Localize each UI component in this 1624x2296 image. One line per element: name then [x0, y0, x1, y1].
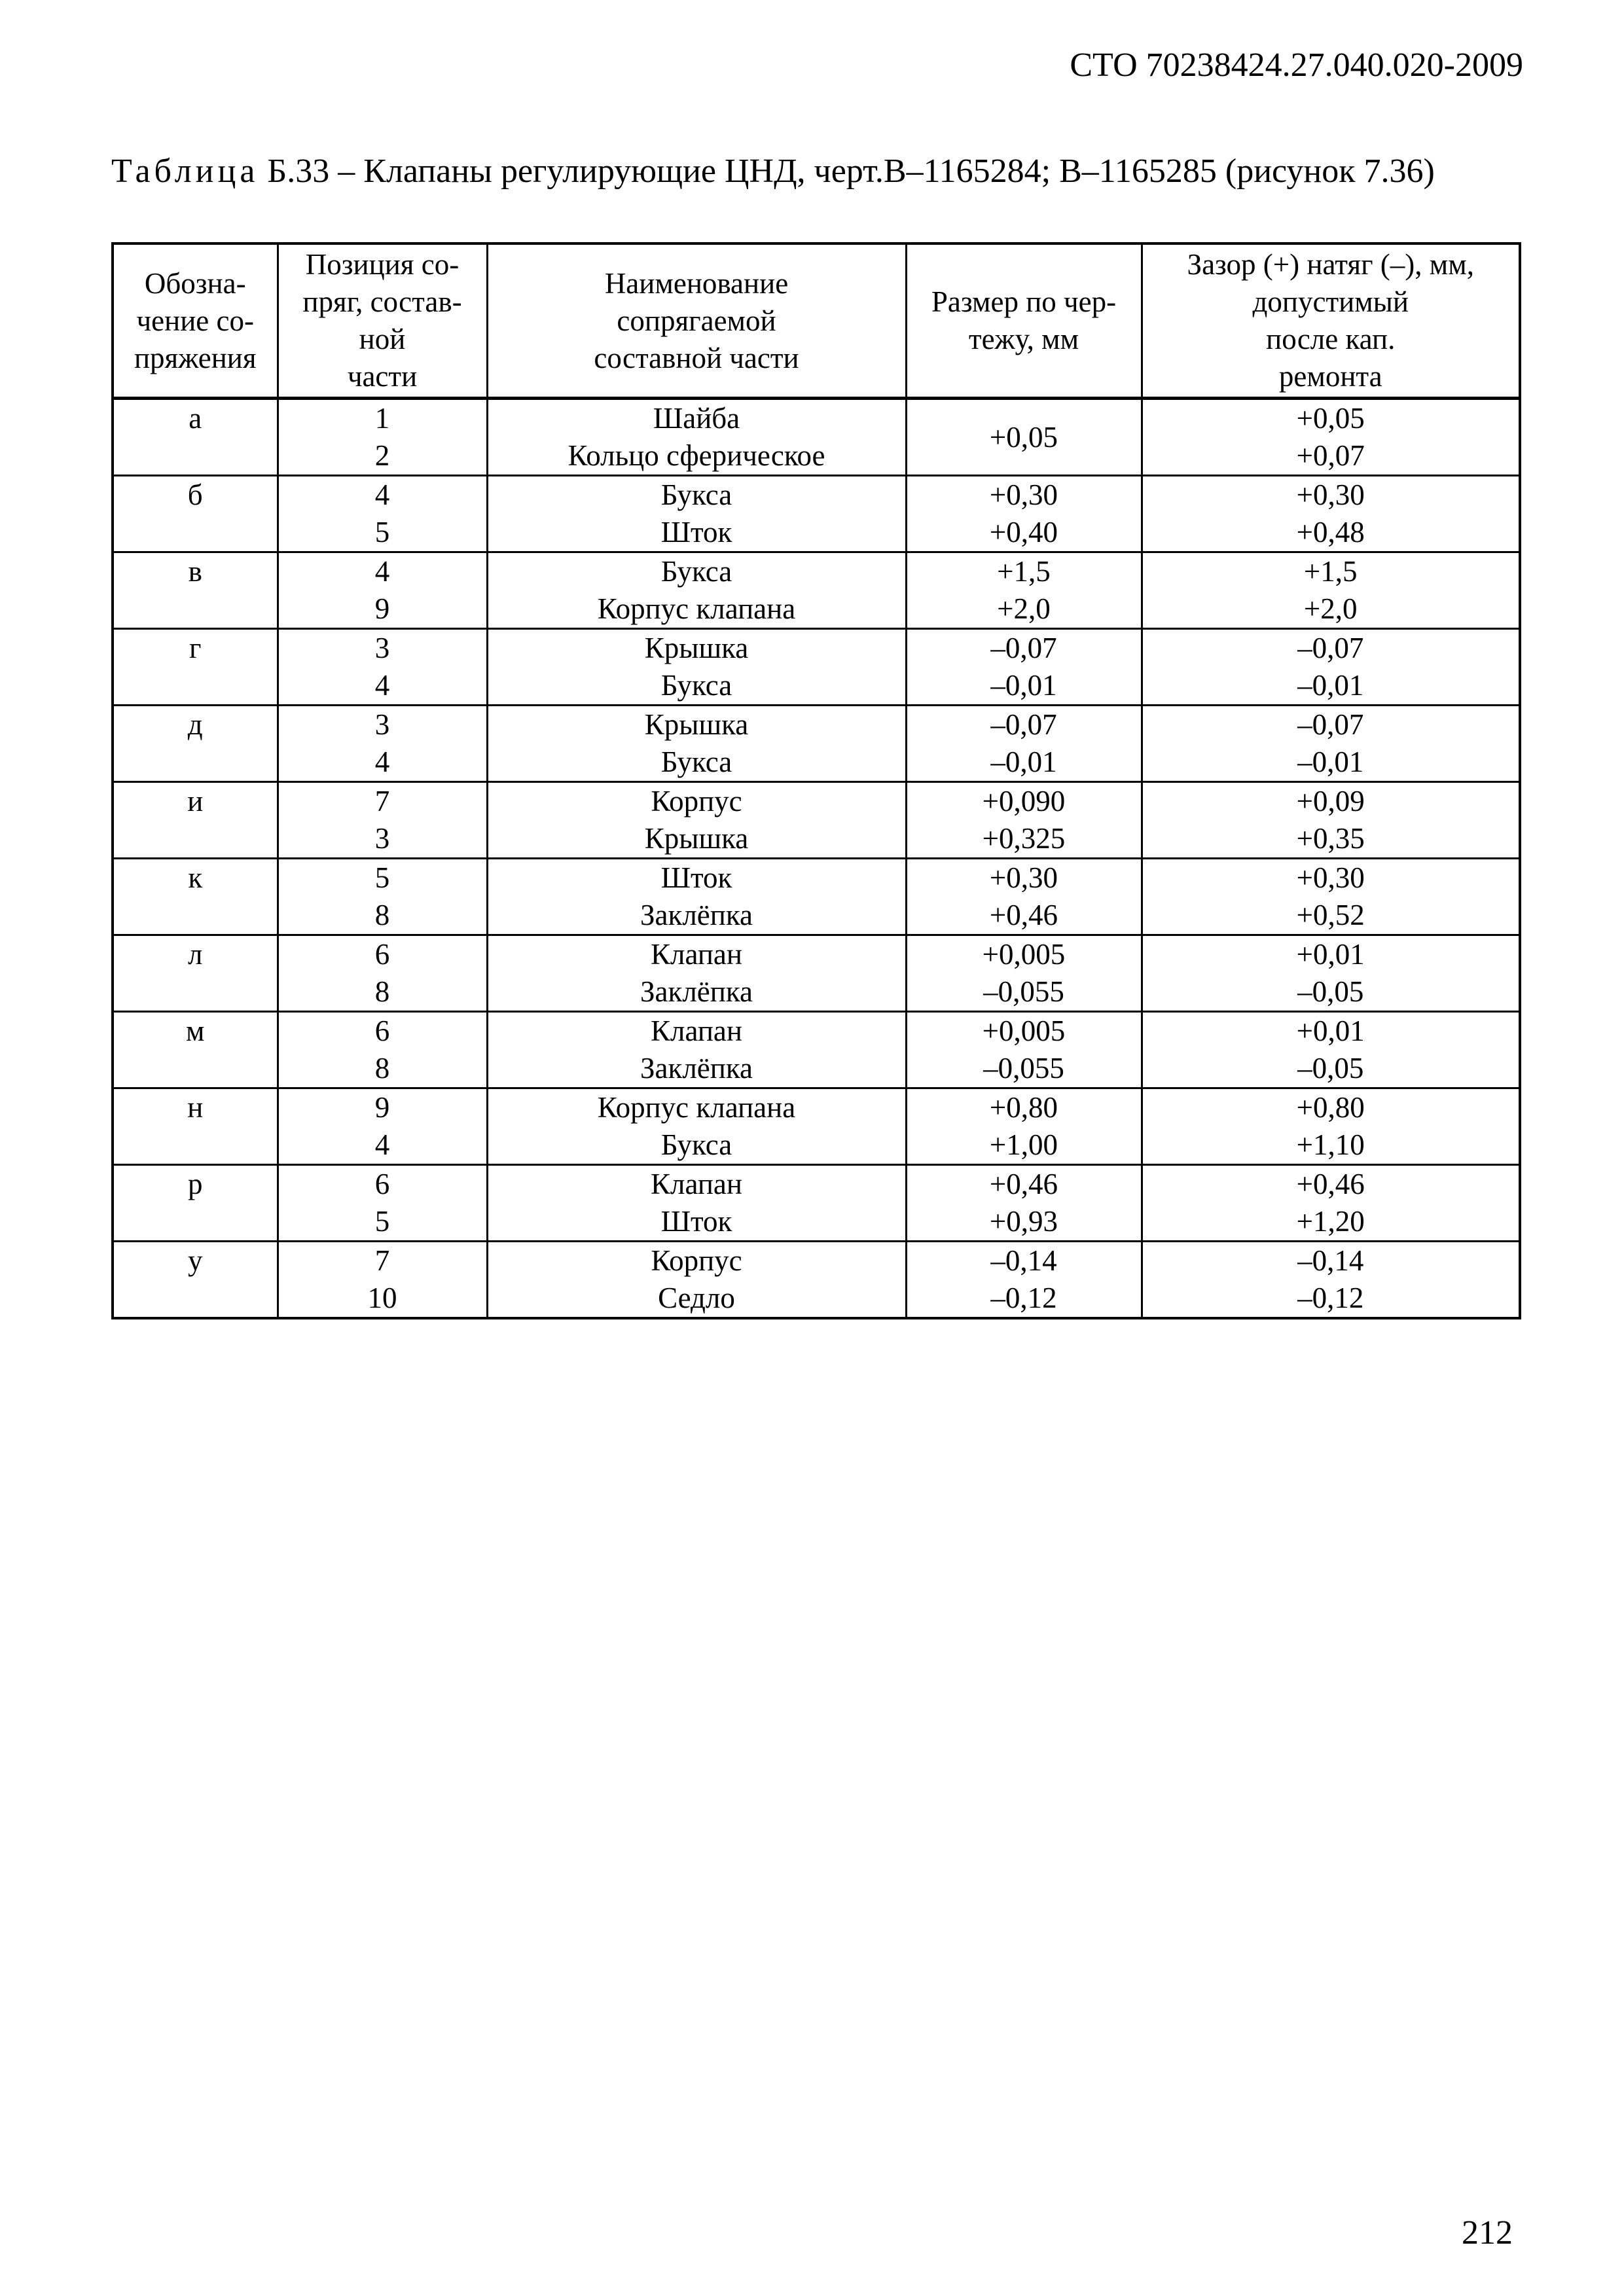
- position-cell-value: 10: [367, 1282, 397, 1314]
- clearance-cell-value: +1,5: [1303, 555, 1358, 588]
- designation-cell-value: в: [188, 555, 202, 588]
- part-name-cell: [487, 782, 906, 859]
- designation-cell-value: а: [189, 402, 202, 435]
- part-name-cell-value: Шток: [660, 516, 732, 548]
- drawing-size-cell: [906, 1242, 1142, 1319]
- drawing-size-cell-value: +0,80: [989, 1091, 1058, 1124]
- part-name-cell: [487, 1088, 906, 1165]
- position-cell-value: 8: [374, 1052, 390, 1085]
- caption-label: Таблица: [111, 152, 259, 190]
- part-name-cell: [487, 1165, 906, 1242]
- clearance-cell-value: +0,80: [1296, 1091, 1365, 1124]
- designation-cell: [113, 399, 278, 476]
- part-name-cell-value: Букса: [660, 555, 732, 588]
- position-cell-value: 3: [374, 822, 390, 855]
- designation-spacer: [118, 1126, 273, 1164]
- designation-cell: [113, 706, 278, 782]
- header-drawing-size: Размер по чер- тежу, мм: [906, 243, 1142, 399]
- drawing-size-cell-value: +1,00: [989, 1128, 1058, 1161]
- header-part-name: Наименование сопрягаемой составной части: [487, 243, 906, 399]
- part-name-cell-value: Букса: [660, 478, 732, 511]
- drawing-size-cell: [906, 935, 1142, 1012]
- designation-spacer: [118, 514, 273, 551]
- designation-cell: [113, 1242, 278, 1319]
- part-name-cell-value: Крышка: [644, 632, 749, 664]
- part-name-cell-value: Клапан: [651, 1014, 742, 1047]
- clearance-cell: [1142, 1242, 1520, 1319]
- table-row: [113, 1012, 1520, 1088]
- part-name-cell: [487, 399, 906, 476]
- table-row: [113, 552, 1520, 629]
- clearance-cell: [1142, 1012, 1520, 1088]
- drawing-size-cell-value: –0,055: [983, 1052, 1064, 1085]
- table-row: [113, 629, 1520, 706]
- clearance-cell-value: +0,46: [1296, 1168, 1365, 1200]
- clearance-cell-value: +0,07: [1296, 439, 1365, 472]
- document-code: СТО 70238424.27.040.020-2009: [1070, 46, 1523, 84]
- position-cell-value: 4: [374, 1128, 390, 1161]
- part-name-cell-value: Шток: [660, 1205, 732, 1238]
- drawing-size-cell-value: –0,07: [990, 708, 1057, 741]
- drawing-size-cell: [906, 399, 1142, 476]
- designation-spacer: [118, 1050, 273, 1087]
- designation-cell-value: б: [187, 478, 203, 511]
- clearance-cell-value: –0,05: [1297, 1052, 1364, 1085]
- part-name-cell-value: Седло: [658, 1282, 735, 1314]
- designation-spacer: [118, 437, 273, 475]
- drawing-size-cell-value: +0,005: [982, 938, 1066, 971]
- clearance-cell: [1142, 629, 1520, 706]
- clearance-cell-value: –0,01: [1297, 745, 1364, 778]
- drawing-size-cell: [906, 1012, 1142, 1088]
- clearance-cell: [1142, 476, 1520, 552]
- table-row: [113, 1165, 1520, 1242]
- designation-cell-value: м: [186, 1014, 205, 1047]
- position-cell-value: 7: [374, 785, 390, 817]
- clearance-cell: [1142, 552, 1520, 629]
- designation-cell: [113, 782, 278, 859]
- part-name-cell-value: Букса: [660, 669, 732, 702]
- page-number: 212: [1462, 2214, 1513, 2251]
- drawing-size-cell: [906, 1088, 1142, 1165]
- position-cell-value: 7: [374, 1244, 390, 1277]
- clearance-cell-value: +0,01: [1296, 938, 1365, 971]
- part-name-cell-value: Корпус клапана: [597, 592, 796, 625]
- part-name-cell-value: Букса: [660, 745, 732, 778]
- table-row: [113, 935, 1520, 1012]
- drawing-size-cell-value: +0,30: [989, 861, 1058, 894]
- clearance-cell-value: +0,30: [1296, 861, 1365, 894]
- drawing-size-cell-value: +0,05: [989, 420, 1058, 454]
- designation-spacer: [118, 1203, 273, 1240]
- drawing-size-cell-value: +0,325: [982, 822, 1066, 855]
- clearance-cell: [1142, 1088, 1520, 1165]
- position-cell-value: 9: [374, 592, 390, 625]
- clearance-cell-value: +0,48: [1296, 516, 1365, 548]
- drawing-size-cell-value: +2,0: [997, 592, 1051, 625]
- part-name-cell: [487, 1012, 906, 1088]
- clearance-cell: [1142, 399, 1520, 476]
- position-cell-value: 2: [374, 439, 390, 472]
- part-name-cell-value: Шайба: [653, 402, 740, 435]
- designation-cell: [113, 629, 278, 706]
- designation-cell: [113, 935, 278, 1012]
- clearance-cell: [1142, 1165, 1520, 1242]
- clearance-cell: [1142, 782, 1520, 859]
- drawing-size-cell-value: –0,055: [983, 975, 1064, 1008]
- clearance-cell-value: –0,07: [1297, 632, 1364, 664]
- part-name-cell-value: Букса: [660, 1128, 732, 1161]
- clearance-cell-value: +0,52: [1296, 899, 1365, 931]
- part-name-cell-value: Крышка: [644, 708, 749, 741]
- header-position: Позиция со- пряг, состав- ной части: [278, 243, 487, 399]
- table-row: [113, 706, 1520, 782]
- position-cell-value: 4: [374, 745, 390, 778]
- position-cell: [278, 935, 487, 1012]
- position-cell-value: 5: [374, 861, 390, 894]
- position-cell: [278, 1012, 487, 1088]
- designation-spacer: [118, 820, 273, 857]
- clearance-cell-value: –0,14: [1297, 1244, 1364, 1277]
- drawing-size-cell-value: +1,5: [997, 555, 1051, 588]
- clearance-cell-value: +0,30: [1296, 478, 1365, 511]
- drawing-size-cell: [906, 1165, 1142, 1242]
- position-cell: [278, 476, 487, 552]
- table-header-row: [113, 243, 1520, 399]
- clearance-cell-value: –0,12: [1297, 1282, 1364, 1314]
- part-name-cell: [487, 629, 906, 706]
- part-name-cell-value: Заклёпка: [640, 899, 753, 931]
- position-cell-value: 5: [374, 516, 390, 548]
- designation-cell: [113, 476, 278, 552]
- part-name-cell-value: Кольцо сферическое: [568, 439, 825, 472]
- position-cell-value: 3: [374, 632, 390, 664]
- part-name-cell: [487, 706, 906, 782]
- designation-spacer: [118, 897, 273, 934]
- designation-cell: [113, 1165, 278, 1242]
- position-cell-value: 6: [374, 1168, 390, 1200]
- part-name-cell-value: Заклёпка: [640, 1052, 753, 1085]
- designation-cell: [113, 859, 278, 935]
- clearance-cell-value: –0,05: [1297, 975, 1364, 1008]
- position-cell: [278, 1088, 487, 1165]
- position-cell-value: 6: [374, 1014, 390, 1047]
- clearance-cell: [1142, 706, 1520, 782]
- table-body: [113, 399, 1520, 1319]
- clearance-cell-value: +0,09: [1296, 785, 1365, 817]
- designation-cell-value: к: [188, 861, 203, 894]
- clearance-cell-value: +0,01: [1296, 1014, 1365, 1047]
- clearance-cell: [1142, 859, 1520, 935]
- position-cell-value: 5: [374, 1205, 390, 1238]
- caption-text: Б.33 – Клапаны регулирующие ЦНД, черт.В–1165284; В–1165285 (рисунок 7.36): [259, 152, 1435, 190]
- drawing-size-cell-value: +0,46: [989, 1168, 1058, 1200]
- table-caption: [111, 152, 1519, 191]
- table-row: [113, 476, 1520, 552]
- designation-cell: [113, 1012, 278, 1088]
- drawing-size-cell: [906, 782, 1142, 859]
- designation-cell-value: и: [187, 785, 204, 817]
- position-cell: [278, 782, 487, 859]
- table-row: [113, 1242, 1520, 1319]
- designation-spacer: [118, 590, 273, 628]
- designation-spacer: [118, 973, 273, 1011]
- table-row: [113, 859, 1520, 935]
- position-cell-value: 4: [374, 555, 390, 588]
- part-name-cell-value: Заклёпка: [640, 975, 753, 1008]
- drawing-size-cell-value: –0,01: [990, 669, 1057, 702]
- designation-spacer: [118, 1280, 273, 1317]
- position-cell: [278, 1165, 487, 1242]
- part-name-cell-value: Клапан: [651, 1168, 742, 1200]
- designation-cell-value: у: [188, 1244, 203, 1277]
- table-row: [113, 1088, 1520, 1165]
- clearance-cell-value: –0,01: [1297, 669, 1364, 702]
- position-cell-value: 9: [374, 1091, 390, 1124]
- position-cell-value: 1: [374, 402, 390, 435]
- part-name-cell-value: Корпус: [651, 1244, 742, 1277]
- part-name-cell-value: Шток: [660, 861, 732, 894]
- drawing-size-cell-value: –0,01: [990, 745, 1057, 778]
- part-name-cell: [487, 476, 906, 552]
- part-name-cell-value: Крышка: [644, 822, 749, 855]
- designation-cell-value: г: [189, 632, 202, 664]
- designation-cell: [113, 1088, 278, 1165]
- header-designation: Обозна- чение со- пряжения: [113, 243, 278, 399]
- clearance-cell-value: +0,35: [1296, 822, 1365, 855]
- header-clearance: Зазор (+) натяг (–), мм, допустимый после кап. ремонта: [1142, 243, 1520, 399]
- position-cell-value: 4: [374, 478, 390, 511]
- part-name-cell: [487, 552, 906, 629]
- drawing-size-cell-value: +0,46: [989, 899, 1058, 931]
- part-name-cell-value: Корпус: [651, 785, 742, 817]
- clearance-cell-value: +2,0: [1303, 592, 1358, 625]
- clearance-cell-value: +1,10: [1296, 1128, 1365, 1161]
- clearance-cell-value: +1,20: [1296, 1205, 1365, 1238]
- drawing-size-cell: [906, 552, 1142, 629]
- drawing-size-cell-value: –0,07: [990, 632, 1057, 664]
- part-name-cell-value: Клапан: [651, 938, 742, 971]
- position-cell-value: 8: [374, 975, 390, 1008]
- drawing-size-cell-value: +0,005: [982, 1014, 1066, 1047]
- designation-spacer: [118, 667, 273, 704]
- position-cell-value: 6: [374, 938, 390, 971]
- drawing-size-cell-value: +0,93: [989, 1205, 1058, 1238]
- drawing-size-cell: [906, 476, 1142, 552]
- drawing-size-cell: [906, 706, 1142, 782]
- fits-table: [111, 242, 1521, 1319]
- clearance-cell: [1142, 935, 1520, 1012]
- designation-cell-value: р: [188, 1168, 203, 1200]
- drawing-size-cell-value: –0,12: [990, 1282, 1057, 1314]
- drawing-size-cell-value: +0,30: [989, 478, 1058, 511]
- fits-table-container: [111, 242, 1519, 1319]
- position-cell: [278, 552, 487, 629]
- drawing-size-cell-value: +0,090: [982, 785, 1066, 817]
- position-cell: [278, 706, 487, 782]
- drawing-size-cell-value: +0,40: [989, 516, 1058, 548]
- position-cell-value: 4: [374, 669, 390, 702]
- designation-spacer: [118, 744, 273, 781]
- drawing-size-cell: [906, 629, 1142, 706]
- part-name-cell: [487, 935, 906, 1012]
- part-name-cell-value: Корпус клапана: [597, 1091, 796, 1124]
- table-row: [113, 399, 1520, 476]
- position-cell: [278, 1242, 487, 1319]
- table-row: [113, 782, 1520, 859]
- designation-cell-value: н: [187, 1091, 204, 1124]
- part-name-cell: [487, 859, 906, 935]
- position-cell: [278, 399, 487, 476]
- position-cell-value: 3: [374, 708, 390, 741]
- part-name-cell: [487, 1242, 906, 1319]
- designation-cell-value: л: [188, 938, 203, 971]
- position-cell: [278, 629, 487, 706]
- drawing-size-cell-value: –0,14: [990, 1244, 1057, 1277]
- clearance-cell-value: –0,07: [1297, 708, 1364, 741]
- clearance-cell-value: +0,05: [1296, 402, 1365, 435]
- drawing-size-cell: [906, 859, 1142, 935]
- position-cell: [278, 859, 487, 935]
- designation-cell-value: д: [187, 708, 203, 741]
- designation-cell: [113, 552, 278, 629]
- position-cell-value: 8: [374, 899, 390, 931]
